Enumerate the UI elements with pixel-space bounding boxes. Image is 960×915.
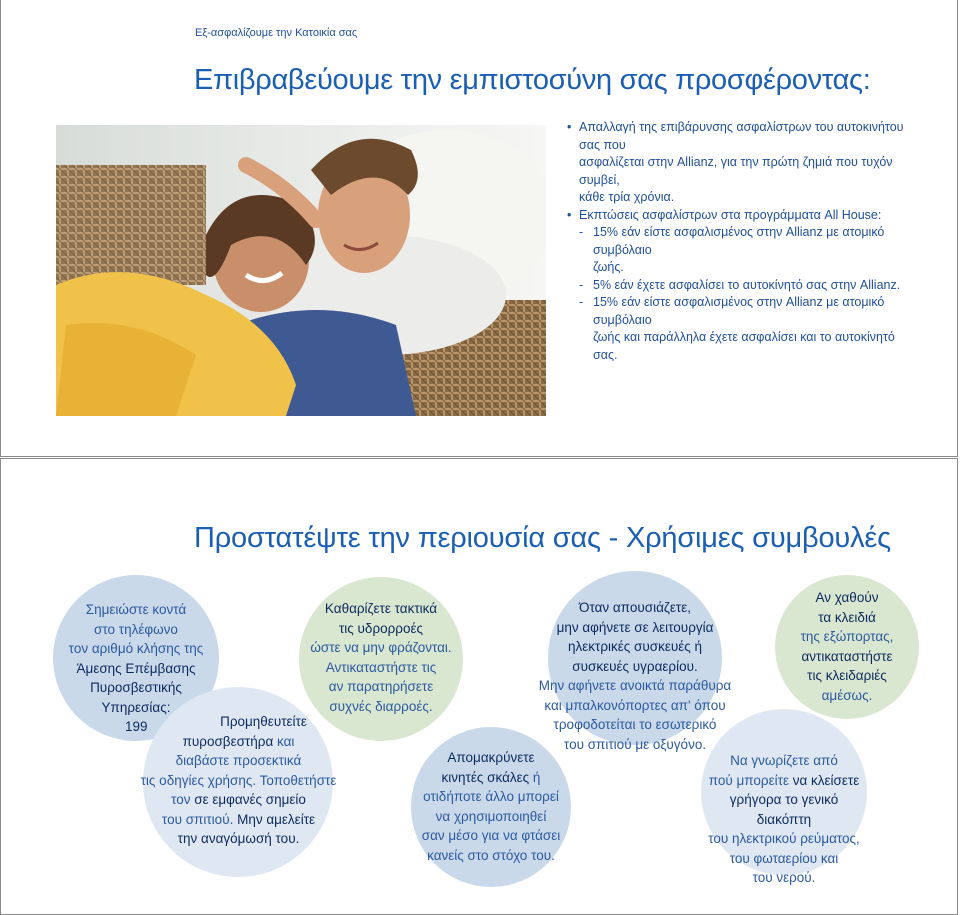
tip-ladders: Απομακρύνετε κινητές σκάλες ή οτιδήποτε άλλο μπορεί να χρησιμοποιηθεί σαν μέσο για να φτάσει κανείς στο στόχο του.: [421, 750, 561, 863]
benefits-list: [566, 119, 921, 364]
tips-title: Προστατέψτε την περιουσία σας - Χρήσιμες συμβουλές: [194, 522, 891, 554]
bullet-icon: •: [567, 207, 572, 222]
page-header: Εξ-ασφαλίζουμε την Κατοικία σας: [195, 27, 358, 39]
bullet-icon: •: [567, 120, 572, 134]
page-title: Επιβραβεύουμε την εμπιστοσύνη σας προσφέροντας:: [194, 64, 871, 96]
couple-photo: [56, 125, 546, 416]
page-one: [0, 0, 958, 457]
tip-extinguisher: Προμηθευτείτε πυροσβεστήρα και διαβάστε προσεκτικά τις οδηγίες χρήσης. Τοποθετήστε τον σε εμφανές σημείο του σπιτιού. Μην αμελείτε την αναγόμωσή του.: [140, 714, 337, 846]
tip-gutters: Καθαρίζετε τακτικά τις υδρορροές ώστε να μην φράζονται. Αντικαταστήστε τις αν παρατηρήσετε συχνές διαρροές.: [310, 601, 452, 714]
benefit-item: • Εκπτώσεις ασφαλίστρων στα προγράμματα All House:: [566, 207, 921, 225]
tip-absence: Όταν απουσιάζετε, μην αφήνετε σε λειτουργία ηλεκτρικές συσκευές ή συσκευές υγραερίου. Μην αφήνετε ανοικτά παράθυρα και μπαλκονόπορτες απ' όπου τροφοδοτείται το εσωτερικό του σπιτιού με οξυγόνο.: [538, 600, 732, 752]
discount-item: - 5% εάν έχετε ασφαλίσει το αυτοκίνητό σας στην Allianz.: [579, 277, 901, 292]
tip-main-switch: Να γνωρίζετε από πού μπορείτε να κλείσετε γρήγορα το γενικό διακόπτη του ηλεκτρικού ρεύματος, του φωταερίου και του νερού.: [708, 753, 860, 885]
discount-item: - 15% εάν είστε ασφαλισμένος στην Allianz με ατομικό συμβόλαιο ζωής και παράλληλα έχετε ασφαλίσει και το αυτοκίνητό σας.: [579, 295, 895, 362]
tip-keys: Αν χαθούν τα κλειδιά της εξώπορτας, αντικαταστήστε τις κλειδαριές αμέσως.: [800, 590, 894, 703]
page-two: [0, 458, 958, 915]
benefit-item: • Απαλλαγή της επιβάρυνσης ασφαλίστρων του αυτοκινήτου σας που ασφαλίζεται στην Allianz, για την πρώτη ζημιά που τυχόν συμβεί, κάθε τρία χρόνια.: [567, 120, 904, 204]
discount-item: - 15% εάν είστε ασφαλισμένος στην Allianz με ατομικό συμβόλαιο ζωής.: [579, 225, 885, 274]
tip-phone-number: Σημειώστε κοντά στο τηλέφωνο τον αριθμό κλήσης της Άμεσης Επέμβασης Πυροσβεστικής Υπηρεσίας: 199: [68, 602, 204, 734]
